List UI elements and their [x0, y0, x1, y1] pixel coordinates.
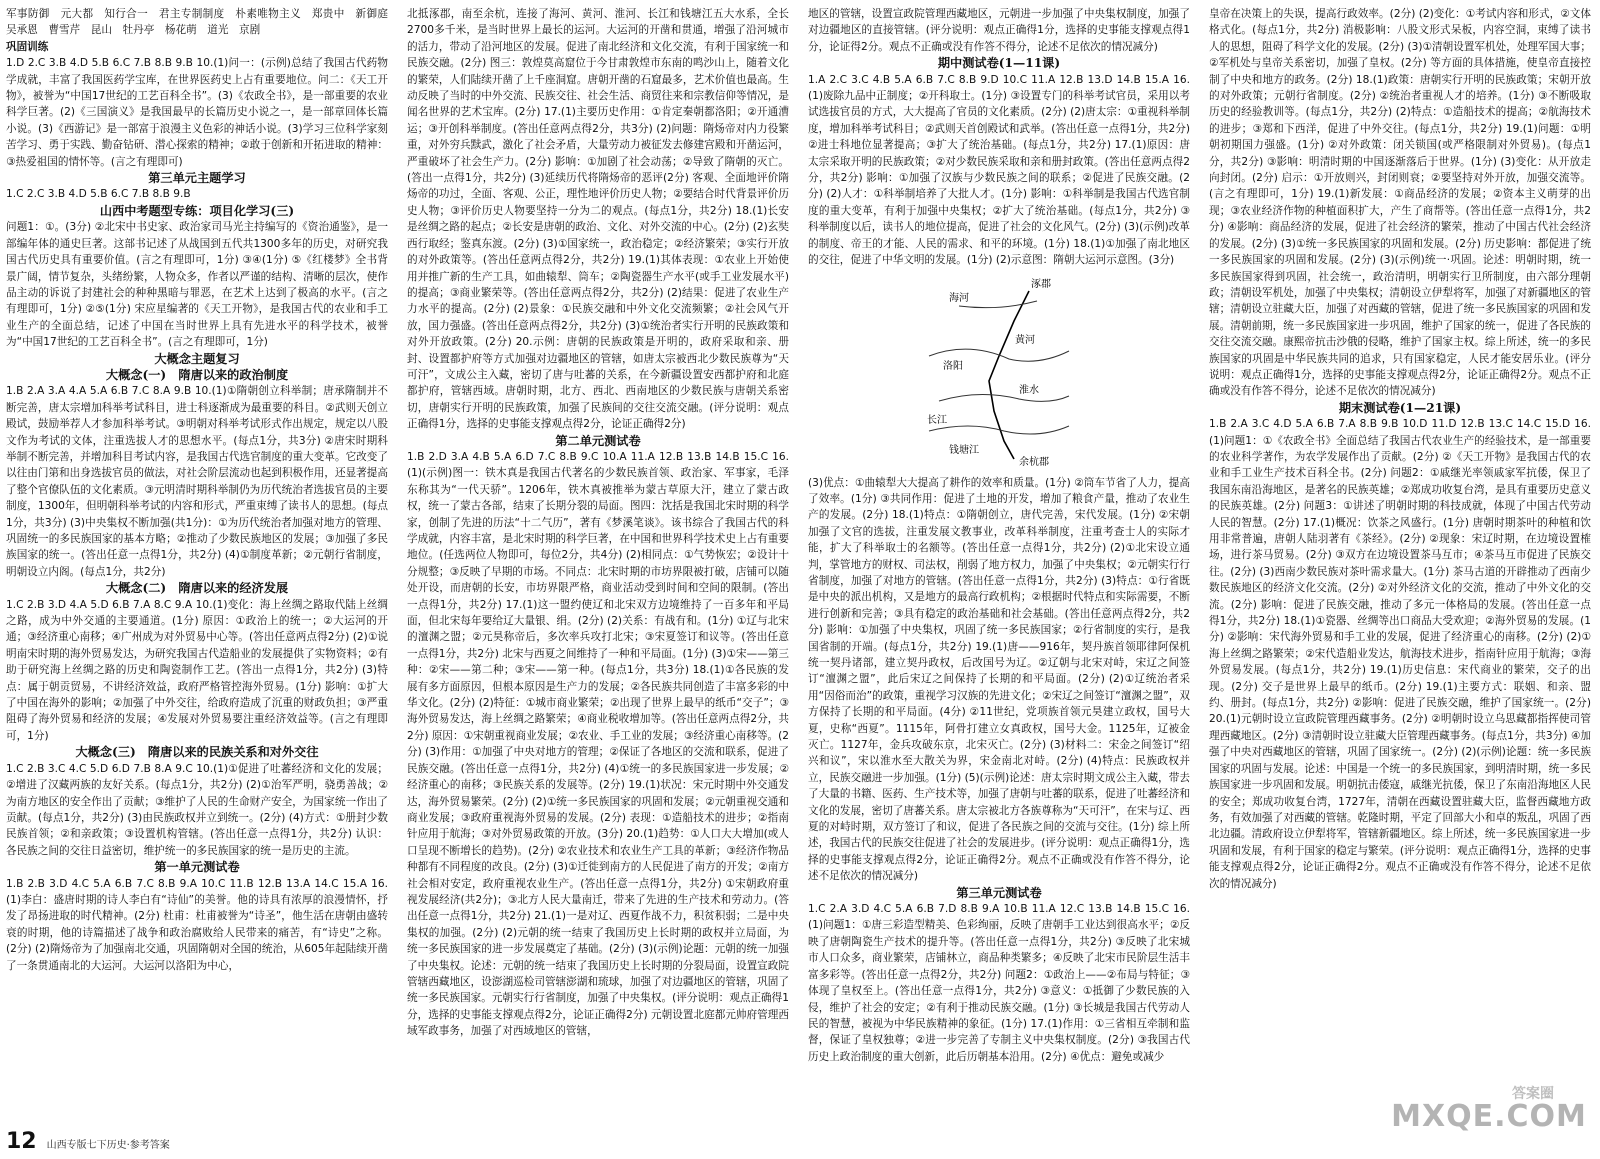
- site-watermark: [1391, 1081, 1587, 1151]
- watermark-sub: 答案圈: [1512, 1086, 1554, 1102]
- answer-text: 地区的管辖，设置宣政院管理西藏地区，元朝进一步加强了中央集权制度，加强了对边疆地区的直接管辖。(评分说明：观点正确得1分，选择的史事能支撑观点得1分，论证得2分。观点不正确或没有作答不得分，论述不足依次的情况减分): [808, 8, 1190, 53]
- answer-text: 皇帝在决策上的失误，提高行政效率。(2分) (2)变化：①考试内容和形式，②文体格式化。(每点1分，共2分) 消极影响：八股文形式呆板，内容空洞，束缚了读书人的思想，阻碍了科学文化的发展。(2分) (3)①清朝设置军机处，处理军国大事；②军机处与皇帝关系密切，加强了皇权。(2分) 等方面的具体措施，使皇帝直接控制了中央和地方的政务。(2分) 18.(1)政策：唐朝实行开明的民族政策；宋朝开放的对外政策；元朝行省制度。(2分) ②统治者重视人才的培养。(1分) ③不断吸取历史的经验教训等。(每点1分，共2分) (2)特点：①造船技术的提高；②航海技术的进步；③郑和下西洋，促进了中外交往。(每点1分，共2分) 19.(1)问题：①明朝初期国力强盛。(1分) ②对外政策：闭关锁国(或严格限制对外贸易)。(每点1分，共2分) ③影响：明清时期的中国逐渐落后于世界。(1分) (3)变化：从开放走向封闭。(2分) 启示：①开放则兴，封闭则衰；②要坚持对外开放，加强交流等。(言之有理即可，1分) 19.(1)新发展：①商品经济的发展；②资本主义萌芽的出现；③农业经济作物的种植面积扩大，产生了商帮等。(答出任意一点得1分，共2分) ④影响：商品经济的发展，促进了社会经济的繁荣，推动了中国古代社会经济的发展。(2分) (3)①统一多民族国家的巩固和发展。(2分) 历史影响：都促进了统一多民族国家的巩固和发展。(2分) (3)(示例)统一·巩固。论述：明朝时期，统一多民族国家得到巩固，社会统一，政治清明，明朝实行卫所制度，由六部分理朝政；清朝设军机处，加强了中央集权；清朝设立伊犁将军，加强了对新疆地区的管辖；清朝设立驻藏大臣，加强了对西藏的管辖，促进了统一多民族国家的巩固和发展。清朝前期，统一多民族国家进一步巩固，维护了国家的统一，促进了各民族的交往交流交融。康熙帝抗击沙俄的侵略，维护了国家主权。综上所述，统一的多民族国家的巩固是中华民族共同的追求，只有国家稳定，人民才能安居乐业。(评分说明：观点正确得1分，选择的史事能支撑观点得2分，论证正确得2分。观点不正确或没有作答不得分，论述不足依次的情况减分): [1209, 8, 1591, 398]
- section-title: 第一单元测试卷: [154, 860, 240, 875]
- section-title: 第二单元测试卷: [555, 433, 641, 448]
- section-title: 期中测试卷(1—11课): [937, 56, 1061, 71]
- footer-caption: 山西专版七下历史·参考答案: [46, 1140, 170, 1151]
- section-title: 大概念主题复习: [154, 351, 240, 366]
- answer-text: 1.C 2.A 3.D 4.C 5.A 6.B 7.D 8.B 9.A 10.B 11.A 12.C 13.B 14.B 15.C 16.(1)问题1：①唐三彩造型精美、色彩绚丽，反映了唐朝手工业达到很高水平；②反映了唐朝陶瓷生产技术的提升等。(答出任意一点得1分，共2分) ③反映了北宋城市人口众多，商业繁荣，店铺林立，商品种类繁多；④反映了北宋市民阶层生活丰富多彩等。(答出任意一点得2分，共2分) 问题2：①政治上——②布局与特征；③体现了皇权至上。(答出任意一点得1分，共2分) ③意义：①抵御了少数民族的入侵，维护了社会的安定；②有利于推动民族交融。(1分) ③长城是我国古代劳动人民的智慧，被视为中华民族精神的象征。(1分) 17.(1)作用：①三省相互牵制和监督，保证了皇权独尊；②进一步完善了专制主义中央集权制度。(2分) ③我国古代历史上政治制度的重大创新，此后历朝基本沿用。(2分) ④优点：避免或减少: [808, 903, 1190, 1063]
- answer-text: 1.C 2.B 3.D 4.A 5.D 6.B 7.A 8.C 9.A 10.(1)变化：海上丝绸之路取代陆上丝绸之路，成为中外交通的主要通道。(1分) 原因：①政治上的统一；②大运河的开通；③经济重心南移；④广州成为对外贸易中心等。(答出任意两点得2分) (2)①说明南宋时期的海外贸易发达，为研究我国古代造船业的发展提供了实物资料；②有助于研究海上丝绸之路的历史和陶瓷制作工艺。(答出一点得1分，共2分) (3)特点：属于朝贡贸易，不讲经济效益，政府严格管控海外贸易。(1分) 影响：①扩大了中国在海外的影响；②加强了中外交往，给政府造成了沉重的财政负担；③严重阻碍了海外贸易和经济的发展；④发展对外贸易要注重经济效益等。(言之有理即可，1分): [6, 598, 388, 742]
- answer-text: 1.C 2.B 3.C 4.C 5.D 6.D 7.B 8.A 9.C 10.(1)①促进了吐蕃经济和文化的发展；②增进了汉藏两族的友好关系。(每点1分，共2分) (2)①治军严明，骁勇善战；②为南方地区的安全作出了贡献；③维护了人民的生命财产安全，为国家统一作出了贡献。(每点1分，共2分) (3)由民族政权并立到统一。(2分) (4)方式：①册封少数民族首领；②和亲政策；③设置机构管辖。(答出任意一点得1分，共2分) 认识：各民族之间的交往日益密切，维护统一的多民族国家的统一是历史的主流。: [6, 762, 388, 857]
- answer-text: 1.B 2.D 3.A 4.B 5.A 6.D 7.C 8.B 9.C 10.A 11.A 12.B 13.B 14.B 15.C 16.(1)(示例)图一：铁木真是我国古代著名的少数民族首领、政治家、军事家，毛泽东称其为“一代天骄”。1206年，铁木真被推举为蒙古草原大汗，建立了蒙古政权，统一了蒙古各部，结束了长期分裂的局面。图四：沈括是我国北宋时期的科学家，创制了先进的历法“十二气历”，著有《梦溪笔谈》。该书综合了我国古代的科学成就，内容丰富，是北宋时期的科学巨著，在中国和世界科学技术史上占有重要地位。(任选两位人物即可，每位2分，共4分) (2)相同点：①气势恢宏；②设计十分规整；③反映了早期的市场。不同点：北宋时期的市坊界限被打破，店铺可以随处开设，而唐朝的长安，市坊界限严格，商业活动受到时间和空间的限制。(答出一点得1分，共2分) 17.(1)这一盟约使辽和北宋双方边境维持了一百多年和平局面，但北宋每年要给辽大量银、绢。(2分) (2)关系：有战有和。(1分) ①辽与北宋的澶渊之盟；②元昊称帝后，多次率兵攻打北宋；③宋夏签订和议等。(答出任意一点得1分，共2分) 北宋与西夏之间维持了一种和平局面。(1分) (3)①宋——第三种：②宋——第二种；③宋——第一种。(每点1分，共3分) 18.(1)①各民族的发展有多方面原因，但根本原因是生产力的发展；②各民族共同创造了丰富多彩的中华文化。(2分) (2)特征：①城市商业繁荣；②出现了世界上最早的纸币“交子”；③海外贸易发达，海上丝绸之路繁荣；④商业税收增加等。(答出任意两点得2分，共2分) 原因：①宋朝重视商业发展；②农业、手工业的发展；③经济重心南移等。(2分) (3)作用：①加强了中央对地方的管理；②保证了各地区的交流和联系，促进了民族交融。(答出任意一点得1分，共2分) (4)①统一的多民族国家进一步发展；②经济重心的南移；③民族关系的发展等。(2分) 19.(1)状况：宋元时期中外交通发达，海外贸易繁荣。(2分) (2)①统一多民族国家的巩固和发展；②元朝重视交通和商业发展；③政府重视海外贸易的发展。(2分) 表现：①造船技术的进步；②指南针应用于航海；③对外贸易政策的开放。(3分) 20.(1)趋势：①人口大大增加(或人口呈现不断增长的趋势)。(2分) ②农业技术和农业生产工具的革新；③经济作物品种都有不同程度的改良。(2分) (3)①迁徙到南方的人民促进了南方的开发；②南方社会相对安定，政府重视农业生产。(答出任意一点得1分，共2分) ①宋朝政府重视发展经济(共2分)；③北方人民大量南迁，带来了先进的生产技术和劳动力。(答出任意一点得1分，共2分) 21.(1)一是对辽、西夏作战不力，积贫积弱；二是中央集权的加强。(2分) (2)元朝的统一结束了我国历史上长时期的政权并立局面，为统一多民族国家的进一步发展奠定了基础。(2分) (3)(示例)论题：元朝的统一加强了中央集权。论述：元朝的统一结束了我国历史上长时期的分裂局面，设置宣政院管辖西藏地区，设澎湖巡检司管辖澎湖和琉球，加强了对边疆地区的管辖，巩固了统一多民族国家。元朝实行行省制度，加强了中央集权。(评分说明：观点正确得1分，选择的史事能支撑观点得2分，论证正确得2分) 元朝设置北庭都元帅府管理西域军政事务，加强了对西域地区的管辖，: [407, 450, 790, 1038]
- column-1: [6, 6, 399, 1128]
- section-title: 大概念(三) 隋唐以来的民族关系和对外交往: [75, 745, 319, 760]
- yellow-river: [929, 349, 1069, 361]
- column-2: [407, 6, 789, 1128]
- answer-text: 1.A 2.C 3.C 4.B 5.A 6.B 7.C 8.B 9.D 10.C 11.A 12.B 13.D 14.B 15.A 16.(1)废除九品中正制度；②开科取士。(1分) ③设置专门的科举考试官员，采用以考试选拔官员的方式，大大提高了官员的文化素质。(2分) (2)唐太宗：①重视科举制度，增加科举考试科目；②武则天首创殿试和武举。(答出任意一点得1分，共2分) ②进士科地位显著提高；③扩大了统治基础。(每点1分，共2分) 17.(1)原因：唐太宗采取开明的民族政策；②对少数民族采取和亲和册封政策。(答出任意两点得2分，共2分) 影响：①加强了汉族与少数民族之间的联系；②促进了民族交融。(2分) (2)人才：①科举制培养了大批人才。(1分) 影响：①科举制是我国古代选官制度的重大变革，有利于加强中央集权；②扩大了统治基础。(每点1分，共2分) ③科举制度以后，读书人的地位提高，促进了社会的文化风气。(2分) (3)(示例)改革的制度、帝王的才能、人民的需求、和平的环境。(1分) 18.(1)①加强了南北地区的交往，促进了中华文明的发展。(1分) (2)示意图：隋朝大运河示意图。(3分): [808, 73, 1190, 267]
- column-4: [1209, 6, 1591, 1128]
- page-footer: [6, 1131, 606, 1153]
- answer-text: 北抵涿郡，南至余杭，连接了海河、黄河、淮河、长江和钱塘江五大水系，全长2700多千米，是当时世界上最长的运河。大运河的开凿和贯通，增强了沿河城市的活力，带动了沿河地区的发展。促进了南北经济和文化交流，有利于国家统一和民族交融。(2分) 图三：敦煌莫高窟位于今甘肃敦煌市东南的鸣沙山上，随着文化的繁荣，人们陆续开凿了上千座洞窟。唐朝开凿的石窟最多，艺术价值也最高。生动反映了当时的中外交流、民族交往、社会生活、商贸往来和宗教信仰等情况，是闻名世界的艺术宝库。(2分) 17.(1)主要历史作用：①肯定秦朝都洛阳；②开通漕运；③开创科举制度。(答出任意两点得2分，共3分) (2)问题：隋炀帝对内力役繁重，对外穷兵黩武，激化了社会矛盾，大量劳动力被征发去修建宫殿和开凿运河，严重破坏了社会生产力。(2分) 影响：①加剧了社会动荡；②导致了隋朝的灭亡。(答出一点得1分，共2分) (3)延续历代将隋炀帝的恶评(2分) 客观、全面地评价隋炀帝的功过，全面、客观、公正，理性地评价历史人物；②要结合时代背景评价历史人物；③评价历史人物要坚持一分为二的观点。(每点1分，共2分) 18.(1)长安是丝绸之路的起点；②长安是唐朝的政治、文化、对外交流的中心。(2分) (2)玄奘西行取经；鉴真东渡。(2分) (3)①国家统一，政治稳定；②经济繁荣；③实行开放的对外政策等。(答出任意两点得2分，共2分) 19.(1)其体表现：①农业上开始使用并推广新的生产工具，如曲辕犁、筒车；②陶瓷器生产水平(或手工业发展水平)的提高；③商业繁荣等。(答出任意两点得2分，共2分) (2)结果：促进了农业生产力水平的提高。(2分) (2)景象：①民族交融和中外文化交流频繁；②社会风气开放，国力强盛。(答出任意两点得2分，共2分) (3)①统治者实行开明的民族政策和对外开放政策。(2分) 20.示例：唐朝的民族政策是开明的，政府采取和亲、册封、设置都护府等方式加强对边疆地区的管辖，如唐太宗被西北少数民族尊为“天可汗”，文成公主入藏，密切了唐与吐蕃的关系，在今新疆设置安西都护府和北庭都护府，管辖西域。唐朝时期，北方、西北、西南地区的少数民族与唐朝关系密切，唐朝实行开明的民族政策，加强了民族间的交往交流交融。(评分说明：观点正确得1分，选择的史事能支撑观点得2分，论证正确得2分): [407, 8, 789, 431]
- map-label: 淮水: [1019, 384, 1039, 396]
- map-label: 长江: [927, 414, 947, 426]
- section-title: 大概念(二) 隋唐以来的经济发展: [105, 581, 289, 596]
- map-label: 洛阳: [943, 360, 963, 372]
- column-3: [808, 6, 1190, 1128]
- answer-text: (3)优点：①曲辕犁大大提高了耕作的效率和质量。(1分) ②筒车节省了人力，提高了效率。(1分) ③共同作用：促进了土地的开发，增加了粮食产量，推动了农业生产的发展。(2分) 18.(1)特点：①隋朝创立，唐代完善，宋代发展。(1分) ②宋朝加强了文官的选拔，注重发展文教事业，改革科举制度，注重考查士人的实际才能，扩大了科举取士的名额等。(答出任意一点得1分，共2分) (2)①北宋设立通判，掌管地方的财权、司法权，削弱了地方权力，加强了中央集权；②元朝实行行省制度，加强了对地方的管辖。(答出任意一点得1分，共2分) (3)特点：①行省既是中央的派出机构，又是地方的最高行政机构；②根据时代特点和实际需要，不断进行创新和完善；③具有稳定的政治基础和社会基础。(答出任意两点得2分，共2分) 影响：①加强了中央集权，巩固了统一多民族国家；②行省制度的实行，是我国省制的开端。(每点1分，共2分) 19.(1)唐——916年，契丹族首领耶律阿保机统一契丹诸部，建立契丹政权，后改国号为辽。②辽朝与北宋对峙，宋辽之间签订“澶渊之盟”，此后宋辽之间保持了长期的和平局面。(2分) (2)①辽统治者采用“因俗而治”的政策，重视学习汉族的先进文化；②宋辽之间签订“澶渊之盟”，双方保持了长期的和平局面。(4分) ②11世纪，党项族首领元昊建立政权，国号大夏，史称“西夏”。1115年，阿骨打建立女真政权，国号大金。1125年，辽被金灭亡。1127年，金兵攻破东京，北宋灭亡。(2分) (3)材料二：宋金之间签订“绍兴和议”，宋以淮水至大散关为界，宋金南北对峙。(2分) (4)特点：民族政权并立，民族交融进一步加强。(1分) (5)(示例)论述：唐太宗时期文成公主入藏，带去了大量的书籍、医药、生产技术等，加强了唐朝与吐蕃的联系，促进了吐蕃经济和文化的发展，密切了唐蕃关系。唐太宗被北方各族尊称为“天可汗”，在宋与辽、西夏的对峙时期，双方签订了和议，促进了各民族之间的交流与交往。(1分) 综上所述，我国古代的民族交往促进了社会的发展进步。(评分说明：观点正确得1分，选择的史事能支撑观点得2分，论证正确得2分。观点不正确或没有作答不得分，论述不足依次的情况减分): [808, 476, 1190, 883]
- map-label: 涿郡: [1031, 278, 1051, 290]
- watermark-main: MXQE.COM: [1391, 1098, 1587, 1134]
- answer-text: 1.B 2.B 3.D 4.C 5.A 6.B 7.C 8.B 9.A 10.C 11.B 12.B 13.A 14.C 15.A 16.(1)李白：盛唐时期的诗人李白有“诗仙”的美誉。他的诗具有浓厚的浪漫情怀，抒发了昂扬进取的时代精神。(2分) 杜甫：杜甫被誉为“诗圣”，他生活在唐朝由盛转衰的时期，他的诗篇描述了战争和政治腐败给人民带来的痛苦，有“诗史”之称。(2分) (2)隋炀帝为了加强南北交通，巩固隋朝对全国的统治，从605年起陆续开凿了一条贯通南北的大运河。大运河以洛阳为中心，: [6, 877, 389, 972]
- huai-river: [939, 394, 1069, 401]
- section-title: 第三单元测试卷: [956, 885, 1042, 900]
- answer-text: 问题1：①。(3分) ②北宋中书史家、政治家司马光主持编写的《资治通鉴》，是一部编年体的通史巨著。这部书记述了从战国到五代共1300多年的历史，对研究我国古代历史具有重要价值。(言之有理即可，1分) ③④(1分) ⑤《红楼梦》全书背景广阔，情节复杂，头绪纷繁，人物众多，作者以严谨的结构、清晰的层次，使作品主动的诉说了封建社会的种种黑暗与罪恶，在艺术上达到了极高的水平。(言之有理即可，1分) ②⑤(1分) 宋应星编著的《天工开物》，是我国古代的农业和手工业生产的全面总结，记述了中国在当时世界上具有先进水平的科学技术，被誉为“中国17世纪的工艺百科全书”。(言之有理即可，1分): [6, 221, 388, 349]
- section-title: 山西中考题型专练：项目化学习(三): [99, 203, 295, 218]
- section-title: 大概念(一) 隋唐以来的政治制度: [105, 367, 289, 382]
- section-title: 期末测试卷(1—21课): [1338, 400, 1462, 415]
- answer-text: 1.B 2.A 3.C 4.D 5.A 6.B 7.A 8.B 9.B 10.D 11.D 12.B 13.C 14.C 15.D 16.(1)问题1：①《农政全书》全面总结了我国古代农业生产的经验技术，是一部重要的农业科学著作，为农学发展作出了贡献。(2分) ②《天工开物》是我国古代的农业和手工业生产技术百科全书。(2分) 问题2：①戚继光率领戚家军抗倭，保卫了我国东南沿海地区，是著名的民族英雄；②郑成功收复台湾，是具有重要历史意义的民族英雄。(2分) 问题3：①讲述了明朝时期的科技成就，体现了中国古代劳动人民的智慧。(2分) 17.(1)概况：饮茶之风盛行。(1分) 唐朝时期茶叶的种植和饮用非常普遍，唐朝人陆羽著有《茶经》。(2分) ②现象：宋辽时期，在边境设置榷场，进行茶马贸易。(2分) ③双方在边境设置茶马互市；④茶马互市促进了民族交往。(2分) (3)西南少数民族对茶叶需求量大。(1分) 茶马古道的开辟推动了西南少数民族地区的经济文化交流。(2分) ②对外经济文化的交流，推动了中外文化的交流。(2分) 影响：促进了民族交融，推动了多元一体格局的发展。(答出任意一点得1分，共2分) 18.(1)①瓷器、丝绸等出口商品大受欢迎；②海外贸易的发展。(1分) ②影响：宋代海外贸易和手工业的发展，促进了经济重心的南移。(2分) (2)①海上丝绸之路繁荣；②宋代造船业发达，航海技术进步，指南针应用于航海；③海外贸易发展。(每点1分，共2分) 19.(1)历史信息：宋代商业的繁荣，交子的出现。(2分) 交子是世界上最早的纸币。(2分) 19.(1)主要方式：联姻、和亲、盟约、册封。(每点1分，共2分) ②影响：促进了民族交融，维护了国家统一。(2分) 20.(1)元朝时设立宣政院管理西藏事务。(2分) ②明朝时设立乌思藏都指挥使司管理西藏地区。(2分) ③清朝时设立驻藏大臣管理西藏事务。(每点1分，共3分) ④加强了中央对西藏地区的管辖，巩固了国家统一。(2分) (2)(示例)论题：统一多民族国家的巩固与发展。论述：中国是一个统一的多民族国家，到明清时期，统一多民族国家进一步巩固和发展。明朝抗击倭寇，戚继光抗倭，保卫了东南沿海地区人民的安全；郑成功收复台湾，1727年，清朝在西藏设置驻藏大臣，监督西藏地方政务，有效加强了对西藏的管辖。乾隆时期，平定了回部大小和卓的叛乱，巩固了西北边疆。清政府设立伊犁将军，管辖新疆地区。综上所述，统一多民族国家进一步巩固和发展，有利于国家的稳定与繁荣。(评分说明：观点正确得1分，选择的史事能支撑观点得2分，论证正确得2分。观点不正确或没有作答不得分，论述不足依次的情况减分): [1209, 418, 1591, 890]
- map-label: 黄河: [1015, 334, 1035, 346]
- page-number: 12: [6, 1129, 37, 1154]
- answer-text: 1.D 2.C 3.B 4.D 5.B 6.C 7.B 8.B 9.B 10.(1)问一：(示例)总结了我国古代药物学成就，丰富了我国医药学宝库，在世界医药史上占有重要地位。问二：《天工开物》，被誉为“中国17世纪的工艺百科全书”。(3)《农政全书》，是一部重要的农业科学巨著。(2)《三国演义》是我国最早的长篇历史小说之一，是一部章回体长篇小说。(3)《西游记》是一部富于浪漫主义色彩的神话小说。(3)学习三位科学家刻苦学习、勇于实践、勤奋钻研、潜心探索的精神；②敢于创新和开拓进取的精神：③热爱祖国的情怀等。(言之有理即可): [6, 57, 388, 168]
- haihe-river: [959, 301, 1037, 308]
- map-label: 余杭郡: [1019, 456, 1049, 468]
- map-label: 海河: [949, 292, 969, 304]
- answer-text: 军事防御 元大都 知行合一 君主专制制度 朴素唯物主义 郑贵中 新御庭 吴承恩 曹雪芹 昆山 牡丹亭 杨花萌 道光 京剧: [6, 8, 399, 37]
- answer-text: 1.C 2.C 3.B 4.D 5.B 6.C 7.B 8.B 9.B: [6, 188, 191, 201]
- answer-text: 1.B 2.A 3.A 4.A 5.A 6.B 7.C 8.A 9.B 10.(1)①隋朝创立科举制；唐承隋制并不断完善，唐太宗增加科举考试科目，进士科逐渐成为最重要的科目。②武则天创立殿试，鼓励举荐人才参加科举考试。③明朝对科举考试形式作出规定，规定以八股文作为考试的文体，注重选拔人才的思想水平。(每点1分，共3分) ②唐宋时期科举制不断完善，并增加科目考试内容，是我国古代选官制度的重大变革。它改变了以往由门第和出身选拔官员的做法，对社会阶层流动也起到积极作用，还显著提高了整个官僚队伍的文化素质。③元明清时期科举制仍为历代统治者选拔官员的主要制度，1300年，但明朝科举考试的内容和形式，严重束缚了读书人的思想。(每点1分，共3分) (3)中央集权不断加强(共1分)：①为历代统治者加强对地方的管理、巩固统一的多民族国家的基本方略；②推动了少数民族地区的发展；③加强了多民族国家的统一。(答出任意一点得1分，共2分) (4)①制度革新；②元朝行省制度，明朝设立内阁。(每点1分，共2分): [6, 385, 388, 578]
- section-title: 第三单元主题学习: [148, 171, 246, 186]
- map-label: 钱塘江: [949, 444, 979, 456]
- grand-canal-map: [919, 271, 1079, 471]
- subsection-title: 巩固训练: [6, 40, 49, 53]
